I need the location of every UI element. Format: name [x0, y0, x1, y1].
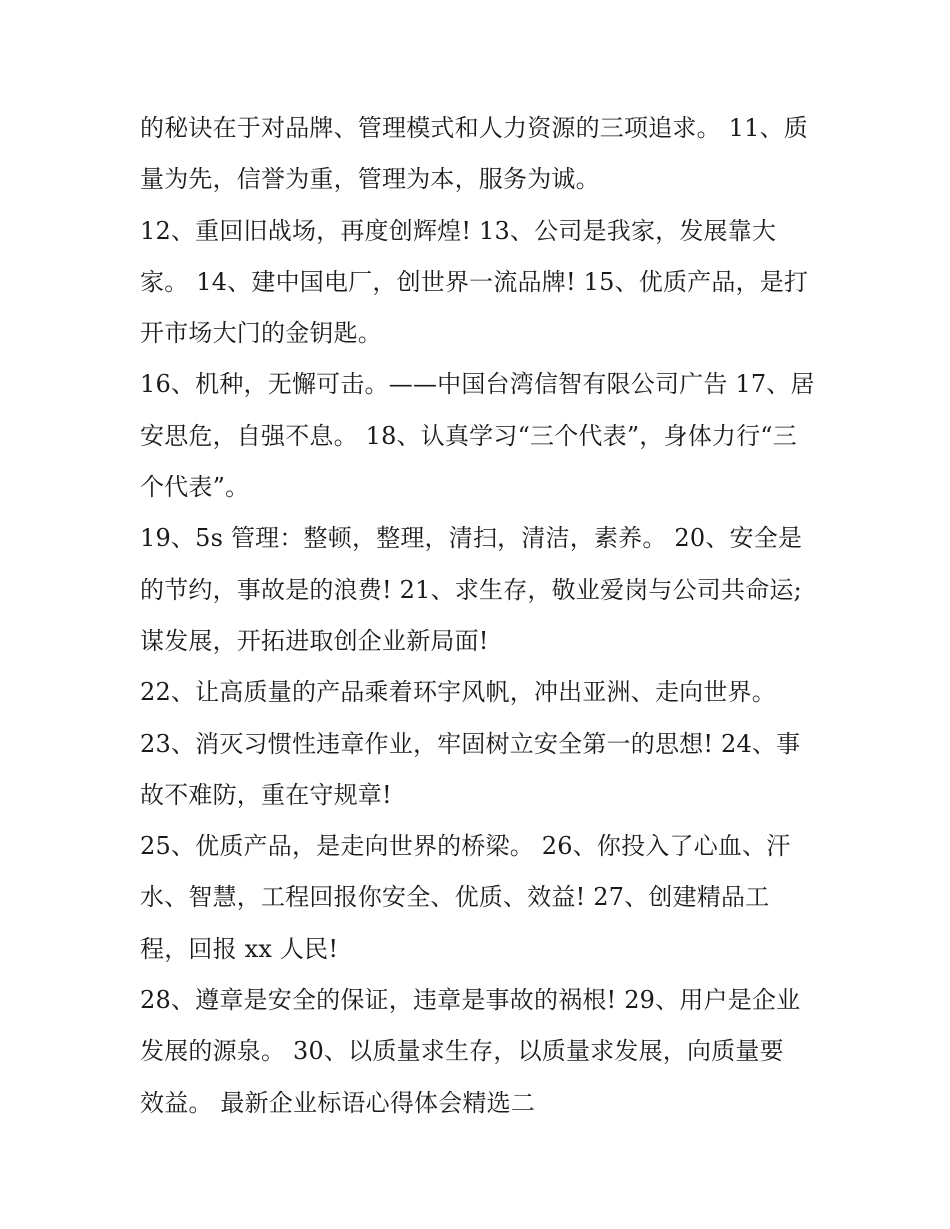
text-line: 的秘诀在于对品牌、管理模式和人力资源的三项追求。 11、质: [140, 114, 808, 142]
text-line: 28、遵章是安全的保证，违章是事故的祸根! 29、用户是企业: [140, 986, 801, 1015]
text-line: 谋发展，开拓进取创企业新局面!: [140, 626, 489, 655]
text-line: 效益。 最新企业标语心得体会精选二: [140, 1088, 536, 1117]
text-line: 开市场大门的金钥匙。: [140, 319, 382, 348]
text-line: 程，回报 xx 人民!: [140, 934, 339, 963]
text-line: 故不难防，重在守规章!: [140, 780, 392, 809]
text-line: 的节约，事故是的浪费! 21、求生存，敬业爱岗与公司共命运;: [140, 575, 802, 604]
text-line: 23、消灭习惯性违章作业，牢固树立安全第一的思想! 24、事: [140, 729, 801, 758]
text-line: 个代表”。: [140, 473, 250, 502]
text-line: 安思危，自强不息。 18、认真学习“三个代表”，身体力行“三: [140, 421, 797, 450]
text-line: 量为先，信誉为重，管理为本，服务为诚。: [140, 165, 600, 194]
text-line: 水、智慧，工程回报你安全、优质、效益! 27、创建精品工: [140, 883, 770, 912]
text-line: 12、重回旧战场，再度创辉煌! 13、公司是我家，发展靠大: [140, 216, 777, 245]
text-line: 发展的源泉。 30、以质量求生存，以质量求发展，向质量要: [140, 1037, 784, 1066]
document-body: [140, 110, 820, 1136]
text-line: 家。 14、建中国电厂，创世界一流品牌! 15、优质产品，是打: [140, 267, 809, 296]
text-line: 16、机种，无懈可击。——中国台湾信智有限公司广告 17、居: [140, 370, 815, 399]
text-line: 25、优质产品，是走向世界的桥梁。 26、你投入了心血、汗: [140, 832, 791, 861]
text-line: 19、5s 管理：整顿，整理，清扫，清洁，素养。 20、安全是: [140, 524, 803, 553]
text-line: 22、让高质量的产品乘着环宇风帆，冲出亚洲、走向世界。: [140, 678, 776, 707]
